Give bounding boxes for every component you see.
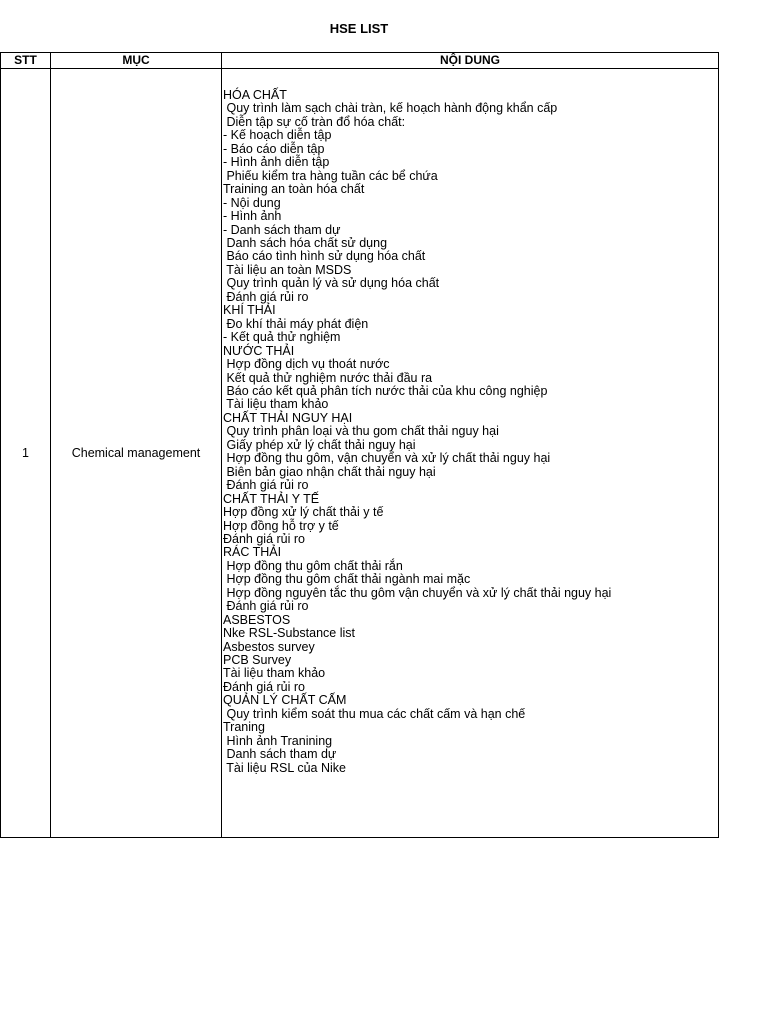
cell-muc: Chemical management xyxy=(51,69,222,838)
list-item: - Báo cáo diễn tập xyxy=(223,141,325,156)
list-item: RÁC THẢI xyxy=(223,545,282,560)
content-list xyxy=(222,69,718,775)
list-item: Kết quả thử nghiệm nước thải đầu ra xyxy=(223,370,433,385)
list-item: - Hình ảnh diễn tập xyxy=(223,155,330,170)
list-item: CHẤT THẢI NGUY HẠI xyxy=(223,410,353,425)
list-item: Traning xyxy=(223,720,265,735)
list-item: Hợp đồng thu gôm chất thải ngành mai mặc xyxy=(223,572,471,587)
list-item: Quy trình kiểm soát thu mua các chất cấm và hạn chế xyxy=(223,706,526,721)
list-item: CHẤT THẢI Y TẾ xyxy=(223,491,320,506)
list-item: Báo cáo kết quả phân tích nước thải của khu công nghiệp xyxy=(223,383,548,398)
list-item: - Danh sách tham dự xyxy=(223,222,341,237)
header-noi-dung: NỘI DUNG xyxy=(222,53,719,69)
list-item: KHÍ THẢI xyxy=(223,303,276,318)
list-item: Biên bản giao nhận chất thải nguy hại xyxy=(223,464,436,479)
list-item: - Hình ảnh xyxy=(223,209,282,224)
list-item: Asbestos survey xyxy=(223,639,315,654)
list-item: Quy trình làm sạch chài tràn, kế hoạch hành động khẩn cấp xyxy=(223,101,558,116)
list-item: QUẢN LÝ CHẤT CẤM xyxy=(223,693,347,708)
list-item: Đánh giá rủi ro xyxy=(223,679,305,694)
page-title: HSE LIST xyxy=(329,21,389,36)
list-item: Hợp đồng dịch vụ thoát nước xyxy=(223,357,390,372)
list-item: Danh sách tham dự xyxy=(223,747,337,762)
hse-table xyxy=(0,52,719,838)
list-item: Diễn tập sự cố tràn đổ hóa chất: xyxy=(223,114,406,129)
list-item: Đo khí thải máy phát điện xyxy=(223,316,369,331)
list-item: Đánh giá rủi ro xyxy=(223,531,305,546)
list-item: Báo cáo tình hình sử dụng hóa chất xyxy=(223,249,426,264)
list-item: Tài liệu RSL của Nike xyxy=(223,760,346,775)
cell-noi-dung xyxy=(222,69,719,838)
cell-stt: 1 xyxy=(1,69,51,838)
list-item: Đánh giá rủi ro xyxy=(223,289,309,304)
header-stt: STT xyxy=(1,53,51,69)
list-item: Hợp đồng xử lý chất thải y tế xyxy=(223,505,384,520)
list-item: Tài liệu an toàn MSDS xyxy=(223,262,352,277)
list-item: - Nội dung xyxy=(223,195,281,210)
list-item: Giấy phép xử lý chất thải nguy hại xyxy=(223,437,416,452)
list-item: Quy trình phân loại và thu gom chất thải nguy hại xyxy=(223,424,499,439)
list-item: - Kế hoạch diễn tập xyxy=(223,128,332,143)
list-item: Hợp đồng thu gôm, vận chuyển và xử lý chất thải nguy hại xyxy=(223,451,551,466)
list-item: Đánh giá rủi ro xyxy=(223,478,309,493)
table-header-row xyxy=(1,53,719,69)
list-item: Nke RSL-Substance list xyxy=(223,626,356,641)
list-item: Danh sách hóa chất sử dụng xyxy=(223,235,388,250)
list-item: Hình ảnh Tranining xyxy=(223,733,333,748)
list-item: Hợp đồng hỗ trợ y tế xyxy=(223,518,339,533)
list-item: Quy trình quản lý và sử dụng hóa chất xyxy=(223,276,440,291)
list-item: Hợp đồng thu gôm chất thải rắn xyxy=(223,558,403,573)
list-item: Training an toàn hóa chất xyxy=(223,182,365,197)
table-row xyxy=(1,69,719,838)
list-item: Phiếu kiểm tra hàng tuần các bể chứa xyxy=(223,168,438,183)
list-item: HÓA CHẤT xyxy=(223,88,287,102)
list-item: Tài liệu tham khảo xyxy=(223,397,329,412)
list-item: Đánh giá rủi ro xyxy=(223,599,309,614)
list-item: Hợp đồng nguyên tắc thu gôm vận chuyển và xử lý chất thải nguy hại xyxy=(223,585,612,600)
list-item: PCB Survey xyxy=(223,653,292,668)
list-item: ASBESTOS xyxy=(223,612,291,627)
list-item: Tài liệu tham khảo xyxy=(223,666,326,681)
list-item: NƯỚC THẢI xyxy=(223,343,295,358)
list-item: - Kết quả thử nghiệm xyxy=(223,330,341,345)
header-muc: MỤC xyxy=(51,53,222,69)
